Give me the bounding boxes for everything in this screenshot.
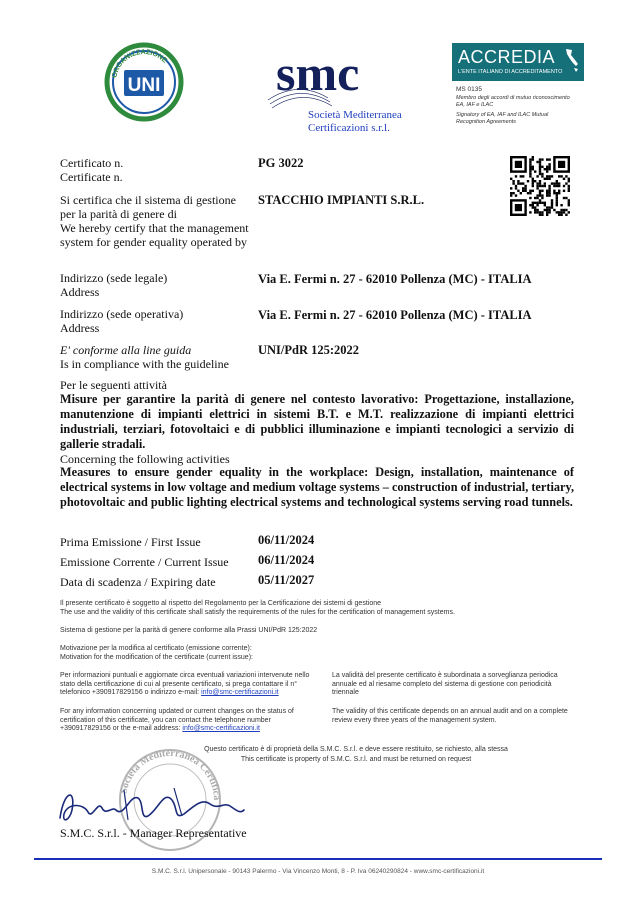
date-label: Emissione Corrente / Current Issue xyxy=(60,555,229,569)
op-address-label-en: Address xyxy=(60,321,100,335)
contact-email-link-en[interactable]: info@smc-certificazioni.it xyxy=(182,725,260,732)
reasons-note-en: Motivation for the modification of the certificate (current issue): xyxy=(60,654,253,661)
contact-note-it xyxy=(60,672,322,698)
op-address-label xyxy=(60,307,250,335)
date-value: 05/11/2027 xyxy=(258,573,315,587)
op-address-label-it: Indirizzo (sede operativa) xyxy=(60,307,184,321)
uni-logo-mark xyxy=(104,42,184,122)
qr-code[interactable] xyxy=(510,156,570,216)
smc-logo-mark xyxy=(258,40,418,136)
date-value: 06/11/2024 xyxy=(258,553,315,567)
guideline-value: UNI/PdR 125:2022 xyxy=(258,343,360,357)
scheme-note: Sistema di gestione per la parità di genere conforme alla Prassi UNI/PdR 125:2022 xyxy=(60,627,318,634)
surveillance-note-en: The validity of this certificate depends on an annual audit and on a complete review every three years of the management system. xyxy=(332,708,568,724)
footer-divider xyxy=(34,858,602,860)
cert-number-label-it: Certificato n. xyxy=(60,156,124,170)
signature xyxy=(54,780,254,830)
date-label: Data di scadenza / Expiring date xyxy=(60,575,216,589)
contact-note-en xyxy=(60,708,322,734)
validity-note-en: The use and the validity of this certificate shall satisfy the requirements of the rules for the certification of management systems. xyxy=(60,609,455,616)
smc-logo xyxy=(258,40,418,136)
company-name: STACCHIO IMPIANTI S.R.L. xyxy=(258,193,425,207)
uni-logo xyxy=(104,42,184,122)
certifies-label xyxy=(60,193,250,249)
footer-text: S.M.C. S.r.l. Unipersonale - 90143 Palermo - Via Vincenzo Monti, 8 - P. Iva 06240290824 - www.smc-certificazioni.it xyxy=(151,868,485,875)
accredia-logo xyxy=(452,43,584,81)
certifies-label-en: We hereby certify that the management system for gender equality operated by xyxy=(60,221,249,249)
reasons-note-it: Motivazione per la modifica al certificato (emissione corrente): xyxy=(60,645,252,652)
activities-label-it: Per le seguenti attività xyxy=(60,378,167,392)
smc-mark-text: smc xyxy=(276,45,360,101)
accredia-en-text: Signatory of EA, IAF and ILAC Mutual Recognition Agreements xyxy=(456,112,549,125)
legal-address-label xyxy=(60,271,250,299)
date-value: 06/11/2024 xyxy=(258,533,315,547)
certifies-label-it: Si certifica che il sistema di gestione per la parità di genere di xyxy=(60,193,236,221)
accredia-subtitle: L'ENTE ITALIANO DI ACCREDITAMENTO xyxy=(458,69,563,75)
op-address: Via E. Fermi n. 27 - 62010 Pollenza (MC) - ITALIA xyxy=(258,308,532,322)
contact-note-en-text: For any information concerning updated or current changes on the status of certification of this certificate, you can contact the telephone number +390917829156 or the e-mail address: xyxy=(60,708,294,732)
smc-line1: Società Mediterranea xyxy=(308,109,402,121)
accredia-code: MS 0135 xyxy=(456,86,483,93)
cert-number: PG 3022 xyxy=(258,156,304,170)
date-row xyxy=(60,533,380,553)
accredia-mark: ACCREDIA xyxy=(458,47,556,67)
contact-email-link-it[interactable]: info@smc-certificazioni.it xyxy=(201,689,279,696)
activities-en: Measures to ensure gender equality in the workplace: Design, installation, maintenance of electrical systems in low voltage and medium voltage systems – construction of industrial, tertiary, photovoltaic and public lighting electrical systems and technological systems serving road tunnels. xyxy=(60,465,575,509)
property-note-en: This certificate is property of S.M.C. S.r.l. and must be returned on request xyxy=(240,756,472,763)
property-note-it: Questo certificato è di proprietà della S.M.C. S.r.l. e deve essere restituito, se richiesto, alla stessa xyxy=(204,746,508,753)
cert-number-label xyxy=(60,156,250,184)
legal-address-label-it: Indirizzo (sede legale) xyxy=(60,271,168,285)
signature-caption: S.M.C. S.r.l. - Manager Representative xyxy=(60,826,247,840)
uni-mark-text: UNI xyxy=(127,75,161,96)
accredia-it-text: Membro degli accordi di mutuo riconoscimento EA, IAF e ILAC xyxy=(456,95,570,108)
italy-map-icon xyxy=(562,47,580,80)
activities-label-en: Concerning the following activities xyxy=(60,452,230,466)
smc-line2: Certificazioni s.r.l. xyxy=(308,122,390,134)
legal-address: Via E. Fermi n. 27 - 62010 Pollenza (MC) - ITALIA xyxy=(258,272,532,286)
guideline-label xyxy=(60,343,260,371)
surveillance-note-it: La validità del presente certificato è subordinata a sorveglianza periodica annuale ed al riesame completo del sistema di gestione con periodicità triennale xyxy=(332,672,558,696)
qr-code-graphic xyxy=(510,156,570,216)
date-row xyxy=(60,553,380,573)
guideline-label-en: Is in compliance with the guideline xyxy=(60,357,229,371)
date-row xyxy=(60,573,380,593)
activities-it: Misure per garantire la parità di genere nel contesto lavorativo: Progettazione, installazione, manutenzione di impianti elettrici in sistemi B.T. e M.T. realizzazione di impianti elettrici industriali, terziari, fotovoltaici e di pubblici illuminazione e impianti tecnologici a servizio di gallerie stradali. xyxy=(60,392,574,451)
date-label: Prima Emissione / First Issue xyxy=(60,535,201,549)
legal-address-label-en: Address xyxy=(60,285,100,299)
cert-number-label-en: Certificate n. xyxy=(60,170,123,184)
contact-note-it-text: Per informazioni puntuali e aggiornate circa eventuali variazioni intervenute nello stato della certificazione di cui al presente certificato, si prega contattare il n° telefonico +390917829156 o indirizzo e-mail: xyxy=(60,672,310,696)
signature-graphic xyxy=(54,780,254,830)
dates-block xyxy=(60,533,380,593)
validity-note-it: Il presente certificato è soggetto al rispetto del Regolamento per la Certificazione dei sistemi di gestione xyxy=(60,600,382,607)
stamp-text: Società Mediterranea Certifica xyxy=(118,747,223,801)
uni-ring-text: ORGANIZZAZIONE xyxy=(111,48,169,79)
guideline-label-it: E' conforme alla line guida xyxy=(60,343,192,357)
